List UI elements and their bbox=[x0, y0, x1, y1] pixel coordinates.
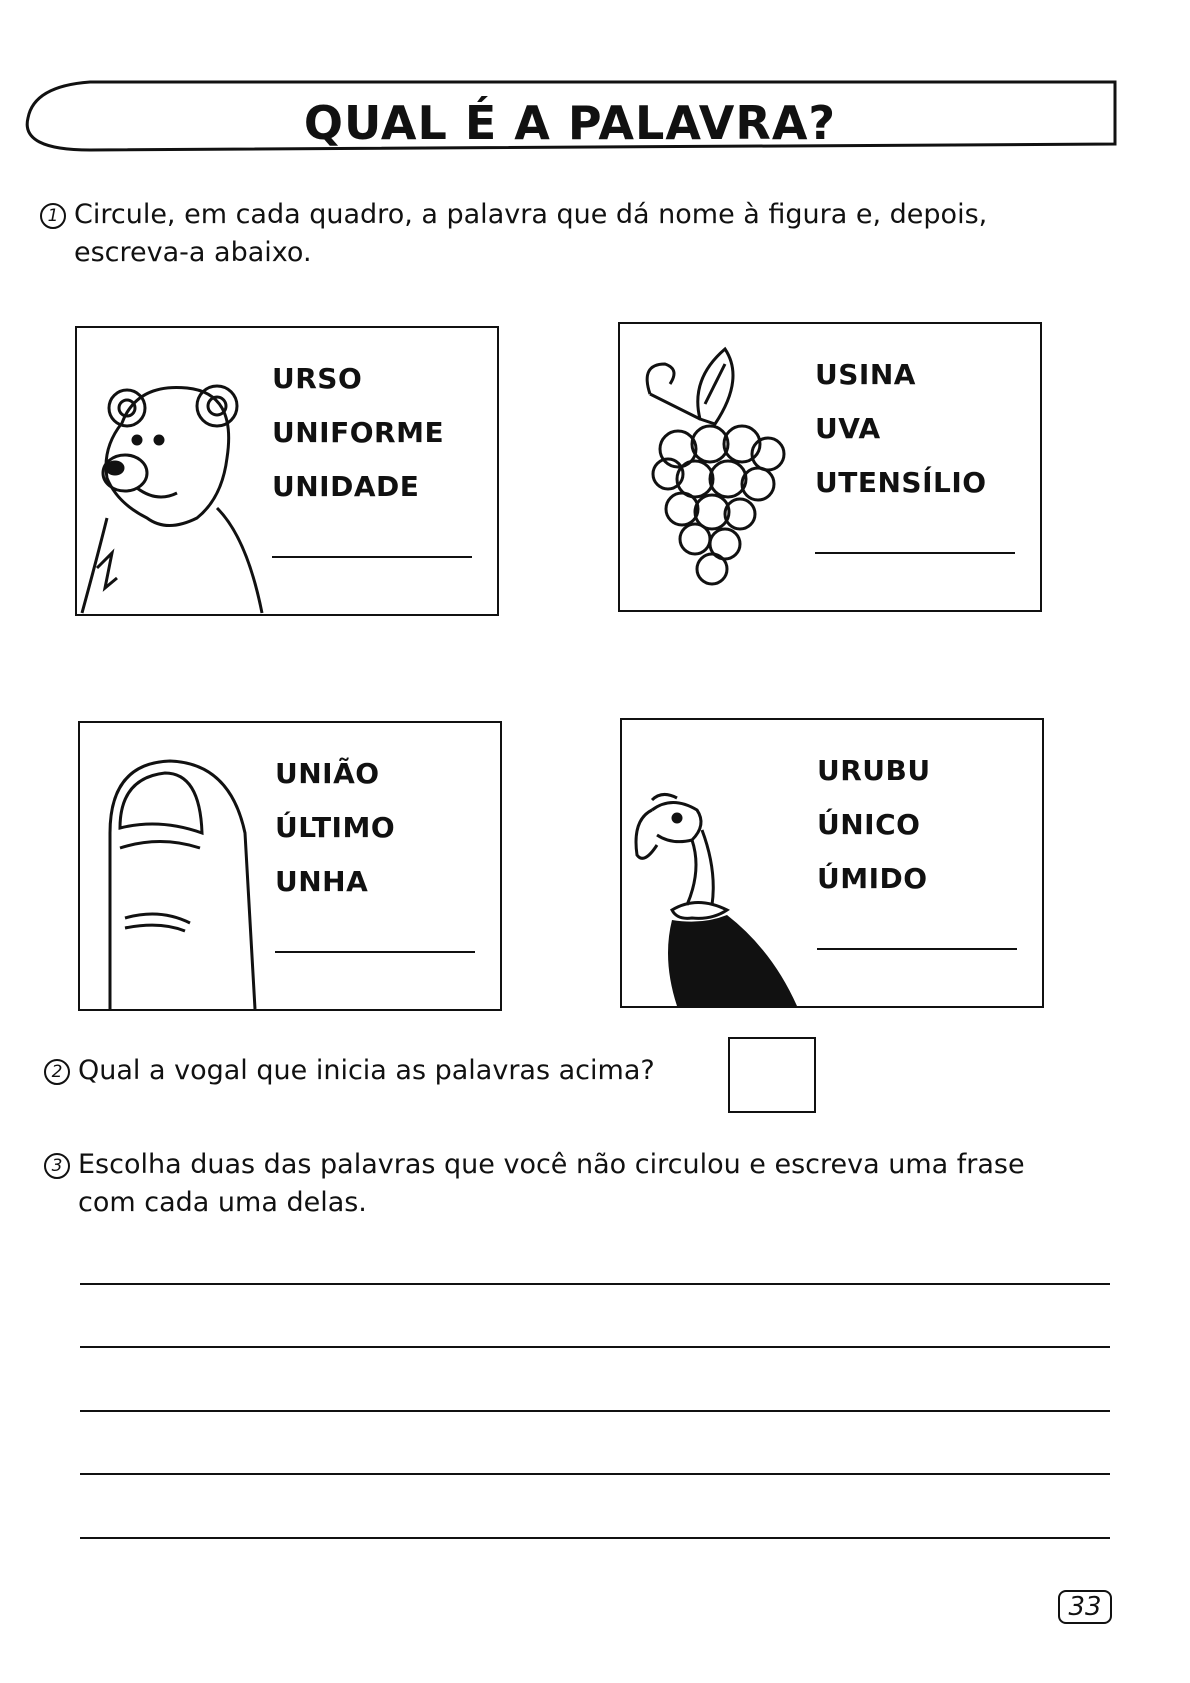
answer-line[interactable] bbox=[815, 552, 1015, 554]
word-list bbox=[272, 352, 444, 514]
word-option[interactable]: UNIDADE bbox=[272, 470, 420, 503]
writing-line[interactable] bbox=[80, 1473, 1110, 1475]
question-text-continued: escreva-a abaixo. bbox=[74, 237, 312, 268]
question-text-continued: com cada uma delas. bbox=[78, 1187, 367, 1218]
writing-line[interactable] bbox=[80, 1537, 1110, 1539]
question-text: Escolha duas das palavras que você não circulou e escreva uma frase bbox=[78, 1149, 1025, 1180]
word-list bbox=[275, 747, 395, 909]
grapes-icon bbox=[620, 324, 810, 610]
question-number: 1 bbox=[40, 203, 66, 229]
question-number: 2 bbox=[44, 1059, 70, 1085]
answer-line[interactable] bbox=[817, 948, 1017, 950]
answer-line[interactable] bbox=[275, 951, 475, 953]
word-option[interactable]: URSO bbox=[272, 362, 363, 395]
question-number: 3 bbox=[44, 1153, 70, 1179]
vowel-answer-box[interactable] bbox=[728, 1037, 816, 1113]
vulture-icon bbox=[622, 720, 812, 1006]
question-2 bbox=[44, 1052, 655, 1090]
question-text: Circule, em cada quadro, a palavra que dá nome à figura e, depois, bbox=[74, 199, 988, 230]
word-option[interactable]: UNIFORME bbox=[272, 416, 445, 449]
word-option[interactable]: USINA bbox=[815, 358, 916, 391]
answer-line[interactable] bbox=[272, 556, 472, 558]
question-3 bbox=[44, 1146, 1124, 1222]
thumb-nail-icon bbox=[80, 723, 270, 1009]
writing-line[interactable] bbox=[80, 1283, 1110, 1285]
word-option[interactable]: ÚMIDO bbox=[817, 862, 928, 895]
word-option[interactable]: ÚLTIMO bbox=[275, 811, 396, 844]
title-banner bbox=[20, 78, 1120, 166]
word-option[interactable]: UNIÃO bbox=[275, 757, 380, 790]
page-number: 33 bbox=[1058, 1590, 1112, 1624]
word-option[interactable]: UTENSÍLIO bbox=[815, 466, 987, 499]
word-option[interactable]: URUBU bbox=[817, 754, 931, 787]
bear-icon bbox=[77, 328, 267, 614]
picture-card-bear bbox=[75, 326, 499, 616]
question-text: Qual a vogal que inicia as palavras acima? bbox=[78, 1055, 655, 1086]
page-title: QUAL É A PALAVRA? bbox=[303, 96, 837, 150]
picture-card-thumb bbox=[78, 721, 502, 1011]
word-list bbox=[815, 348, 987, 510]
writing-line[interactable] bbox=[80, 1410, 1110, 1412]
word-option[interactable]: UNHA bbox=[275, 865, 369, 898]
word-option[interactable]: UVA bbox=[815, 412, 881, 445]
word-list bbox=[817, 744, 931, 906]
writing-line[interactable] bbox=[80, 1346, 1110, 1348]
word-option[interactable]: ÚNICO bbox=[817, 808, 921, 841]
picture-card-vulture bbox=[620, 718, 1044, 1008]
question-1 bbox=[40, 196, 1130, 272]
picture-card-grapes bbox=[618, 322, 1042, 612]
